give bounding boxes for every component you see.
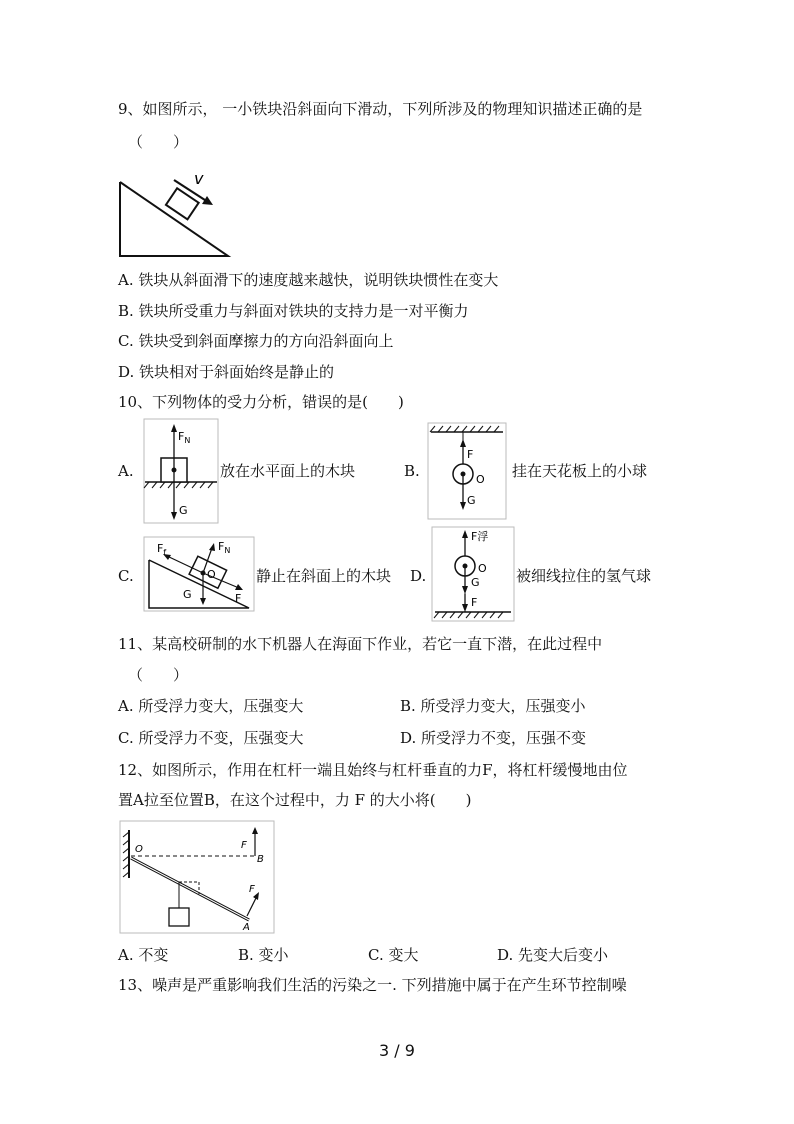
q10-b-figure [427,422,507,520]
q10-c-text: 静止在斜面上的木块 [256,567,392,585]
q10-d-letter: D. [410,567,427,585]
q12-option-c: C. 变大 [368,946,419,964]
svg-text:O: O [478,562,487,575]
q10-b-letter: B. [404,462,420,480]
svg-text:O: O [476,473,485,486]
q10-c-letter: C. [118,567,134,585]
q12-stem-line2: 置A拉至位置B，在这个过程中，力 F 的大小将( ) [118,791,472,809]
q12-option-b: B. 变小 [238,946,289,964]
svg-text:F: F [241,840,247,851]
svg-text:B: B [257,854,264,865]
q9-stem: 9、如图所示， 一小铁块沿斜面向下滑动，下列所涉及的物理知识描述正确的是 [118,100,643,118]
q13-stem: 13、噪声是严重影响我们生活的污染之一. 下列措施中属于在产生环节控制噪 [118,976,627,994]
svg-text:G: G [467,494,476,507]
q9-option-c: C. 铁块受到斜面摩擦力的方向沿斜面向上 [118,332,394,350]
q9-incline-figure [116,168,236,260]
svg-text:G: G [183,588,192,601]
q11-stem: 11、某高校研制的水下机器人在海面下作业，若它一直下潜，在此过程中 [118,635,603,653]
q10-a-figure [143,418,219,524]
q12-lever-figure [119,820,275,934]
q10-d-figure [431,526,515,622]
svg-text:F: F [471,596,478,609]
svg-text:G: G [179,504,188,517]
svg-text:A: A [243,922,250,933]
svg-text:F: F [467,448,474,461]
q12-option-d: D. 先变大后变小 [497,946,609,964]
page-number: 3 / 9 [379,1041,415,1060]
svg-text:FN: $F_N$ [218,540,231,555]
svg-text:G: G [471,576,480,589]
svg-text:O: O [207,568,216,581]
q10-a-text: 放在水平面上的木块 [220,462,356,480]
svg-text:F浮: F浮 [471,530,489,543]
svg-text:F: F [235,592,242,605]
q11-option-a: A. 所受浮力变大，压强变大 [118,697,304,715]
q10-b-text: 挂在天花板上的小球 [512,462,648,480]
q9-option-a: A. 铁块从斜面滑下的速度越来越快，说明铁块惯性在变大 [118,271,499,289]
q11-option-d: D. 所受浮力不变，压强不变 [400,729,587,747]
q9-velocity-label: v [194,169,204,188]
q12-stem-line1: 12、如图所示，作用在杠杆一端且始终与杠杆垂直的力F，将杠杆缓慢地由位 [118,761,628,779]
q12-option-a: A. 不变 [118,946,169,964]
q12-weight [169,908,189,926]
q10-d-text: 被细线拉住的氢气球 [516,567,652,585]
q11-paren: （ ） [128,666,189,684]
svg-text:O: O [135,844,143,855]
q9-option-d: D. 铁块相对于斜面始终是静止的 [118,363,335,381]
q10-stem: 10、下列物体的受力分析，错误的是( ) [118,393,404,411]
q10-c-figure [143,536,255,612]
q10-a-letter: A. [118,462,134,480]
q9-paren: （ ） [128,133,189,151]
svg-text:FN: $F_N$ [178,430,191,445]
svg-text:F: F [249,884,255,895]
q11-option-b: B. 所受浮力变大，压强变小 [400,697,586,715]
svg-text:Ff: $F_f$ [157,542,167,557]
q11-option-c: C. 所受浮力不变，压强变大 [118,729,304,747]
q9-option-b: B. 铁块所受重力与斜面对铁块的支持力是一对平衡力 [118,302,469,320]
